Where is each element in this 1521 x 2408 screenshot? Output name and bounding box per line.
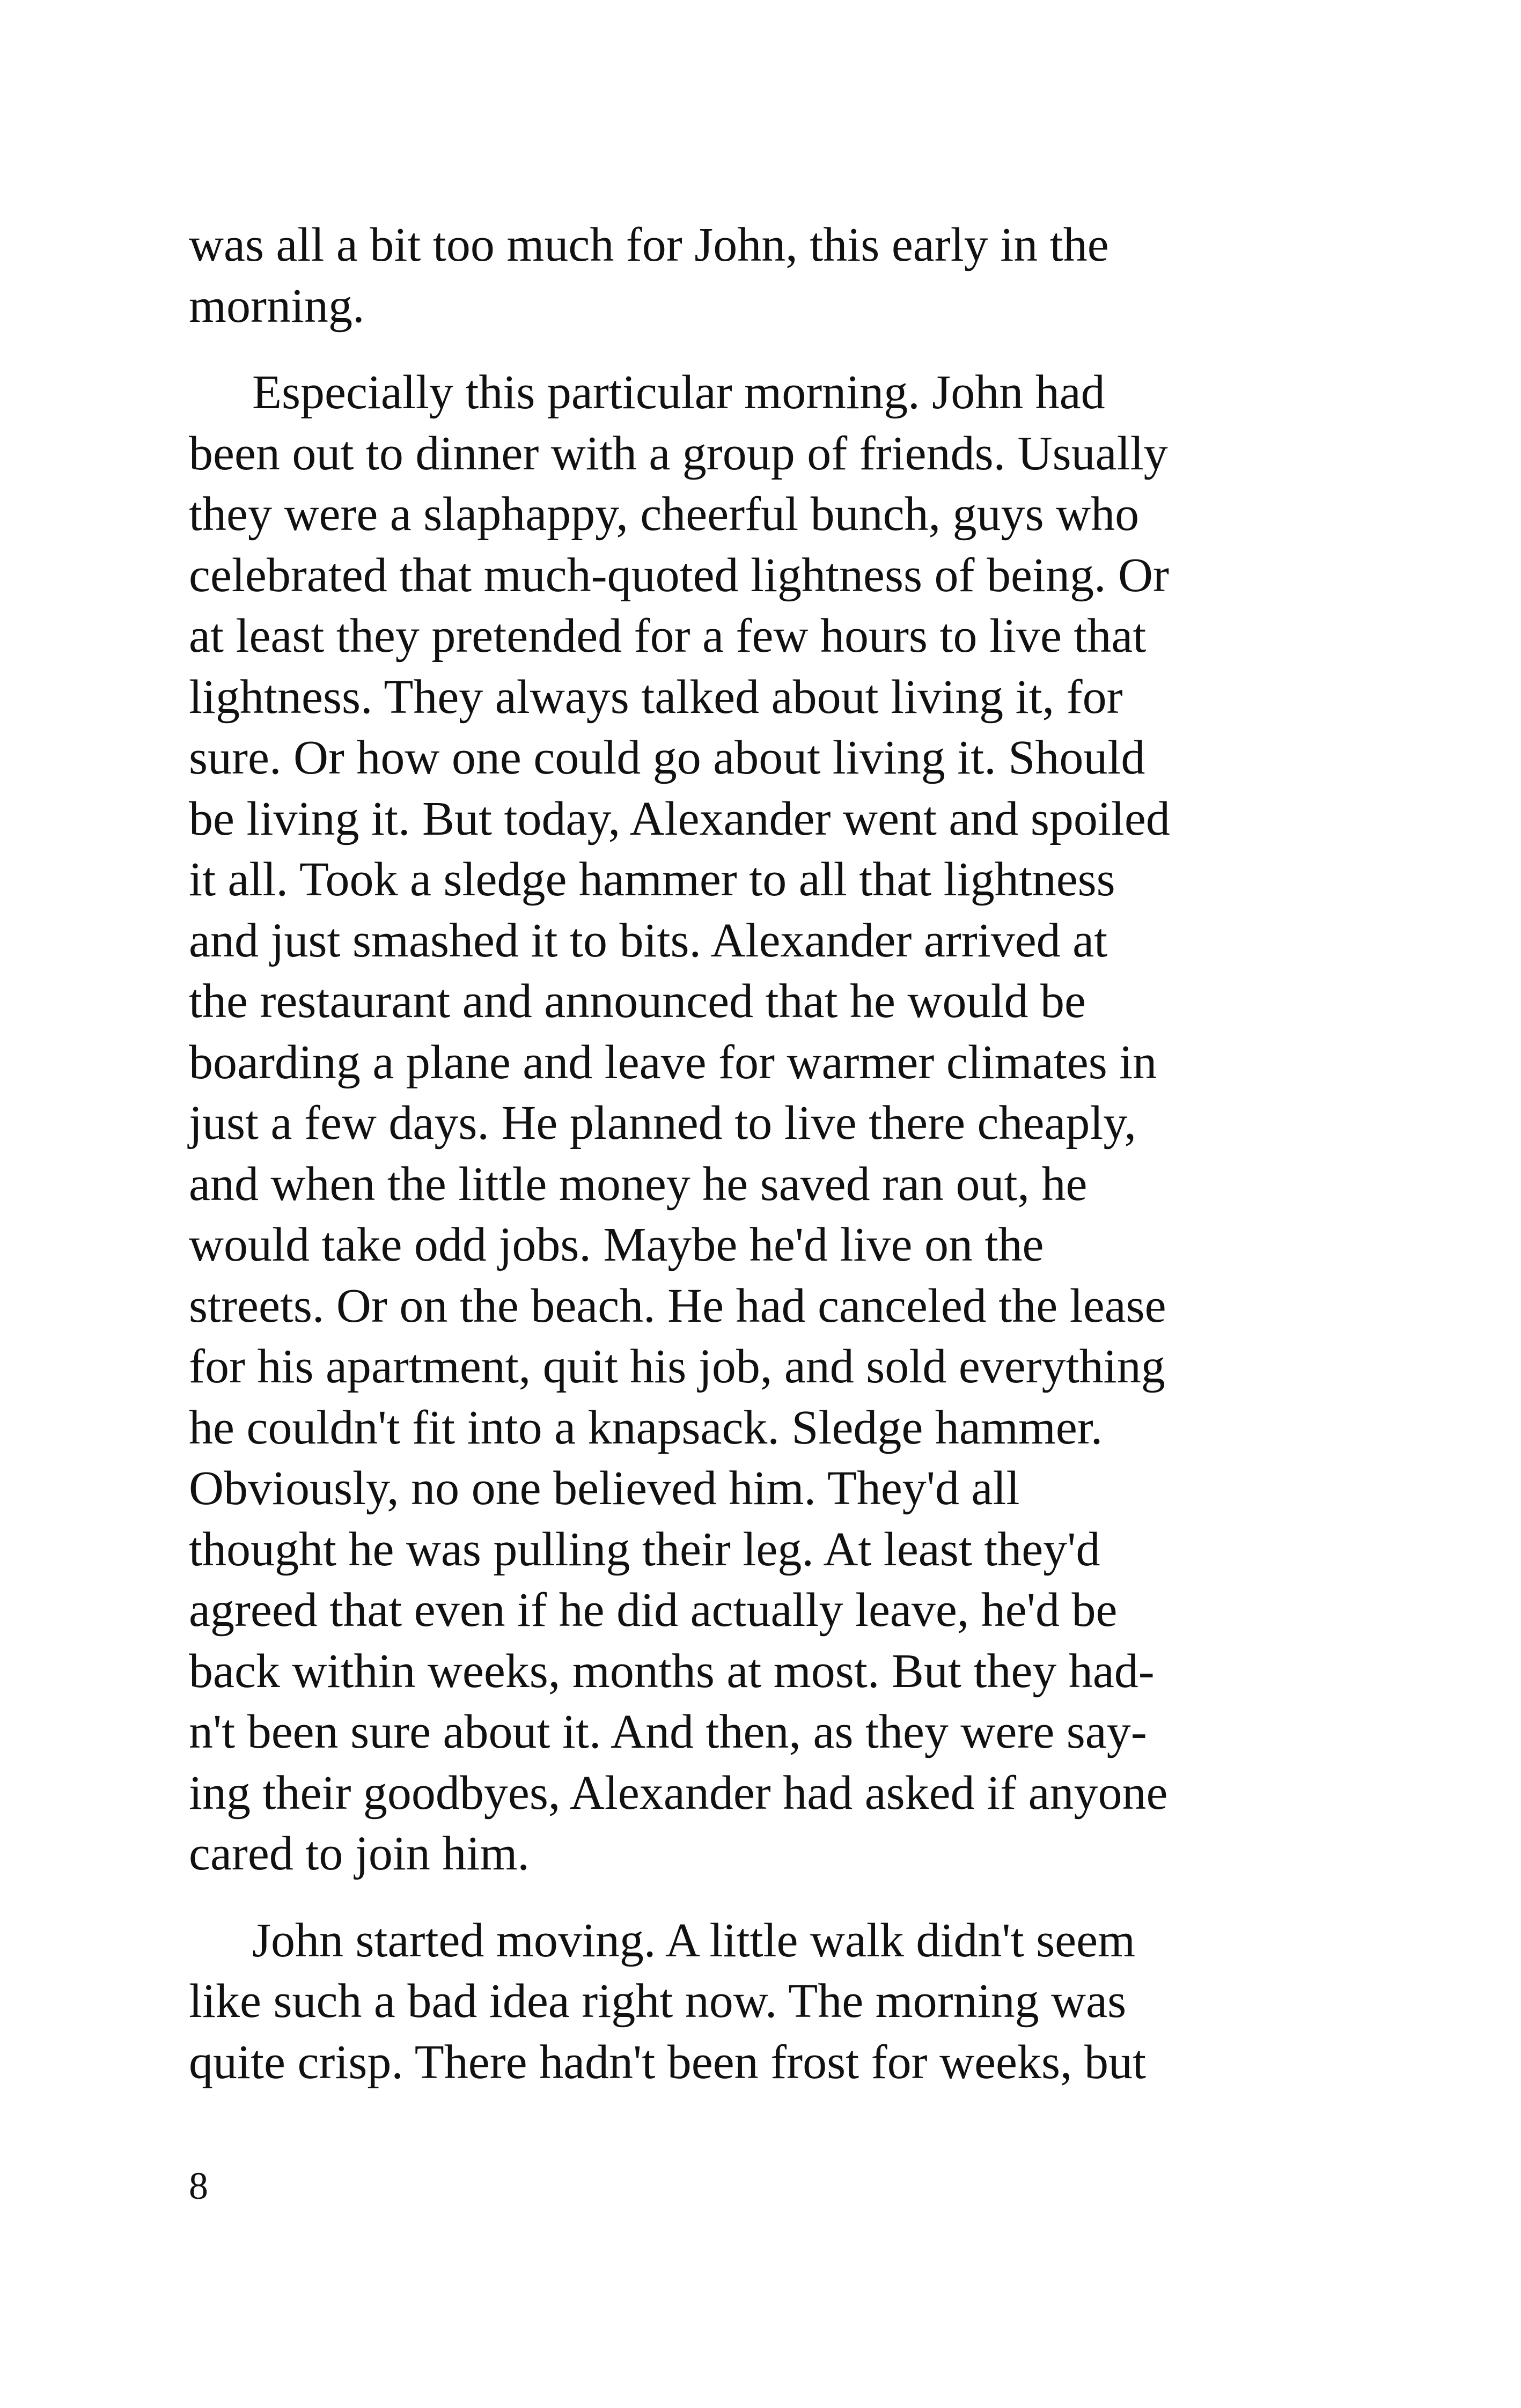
text-line: celebrated that much-quoted lightness of being. Or: [189, 548, 1169, 602]
text-line: back within weeks, months at most. But they had-: [189, 1644, 1155, 1698]
text-line: Especially this particular morning. John had: [252, 366, 1105, 419]
text-line: they were a slaphappy, cheerful bunch, guys who: [189, 488, 1140, 541]
text-line: he couldn't fit into a knapsack. Sledge hammer.: [189, 1401, 1103, 1454]
text-line: it all. Took a sledge hammer to all that lightness: [189, 853, 1115, 906]
text-line: be living it. But today, Alexander went and spoiled: [189, 792, 1170, 845]
text-line: Obviously, no one believed him. They'd all: [189, 1462, 1020, 1515]
text-line: thought he was pulling their leg. At least they'd: [189, 1522, 1100, 1576]
text-line: John started moving. A little walk didn't seem: [252, 1913, 1136, 1967]
text-line: at least they pretended for a few hours to live that: [189, 609, 1147, 662]
text-line: been out to dinner with a group of friends. Usually: [189, 426, 1168, 480]
text-line: n't been sure about it. And then, as they were say-: [189, 1705, 1147, 1758]
body-text: [189, 215, 1316, 2093]
text-line: lightness. They always talked about living it, for: [189, 670, 1123, 724]
text-line: like such a bad idea right now. The morning was: [189, 1975, 1127, 2028]
text-line: agreed that even if he did actually leave, he'd be: [189, 1584, 1118, 1637]
text-line: quite crisp. There hadn't been frost for weeks, but: [189, 2035, 1147, 2089]
text-line: cared to join him.: [189, 1827, 530, 1880]
text-line: and just smashed it to bits. Alexander arrived at: [189, 914, 1108, 967]
paragraph-dinner: [189, 362, 1316, 1884]
text-line: sure. Or how one could go about living it. Should: [189, 731, 1145, 784]
text-line: the restaurant and announced that he would be: [189, 975, 1086, 1028]
text-line: just a few days. He planned to live there cheaply,: [189, 1096, 1137, 1150]
text-line: for his apartment, quit his job, and sold everything: [189, 1340, 1165, 1393]
text-line: morning.: [189, 279, 365, 333]
text-line: would take odd jobs. Maybe he'd live on the: [189, 1218, 1044, 1271]
text-line: ing their goodbyes, Alexander had asked if anyone: [189, 1766, 1168, 1820]
text-line: streets. Or on the beach. He had canceled the lease: [189, 1279, 1166, 1332]
text-line: boarding a plane and leave for warmer climates in: [189, 1035, 1157, 1089]
page-number: 8: [189, 2164, 208, 2207]
text-line: was all a bit too much for John, this early in the: [189, 218, 1109, 271]
paragraph-walk: [189, 1910, 1316, 2093]
paragraph-continuation: [189, 215, 1316, 336]
text-line: and when the little money he saved ran out, he: [189, 1157, 1088, 1211]
